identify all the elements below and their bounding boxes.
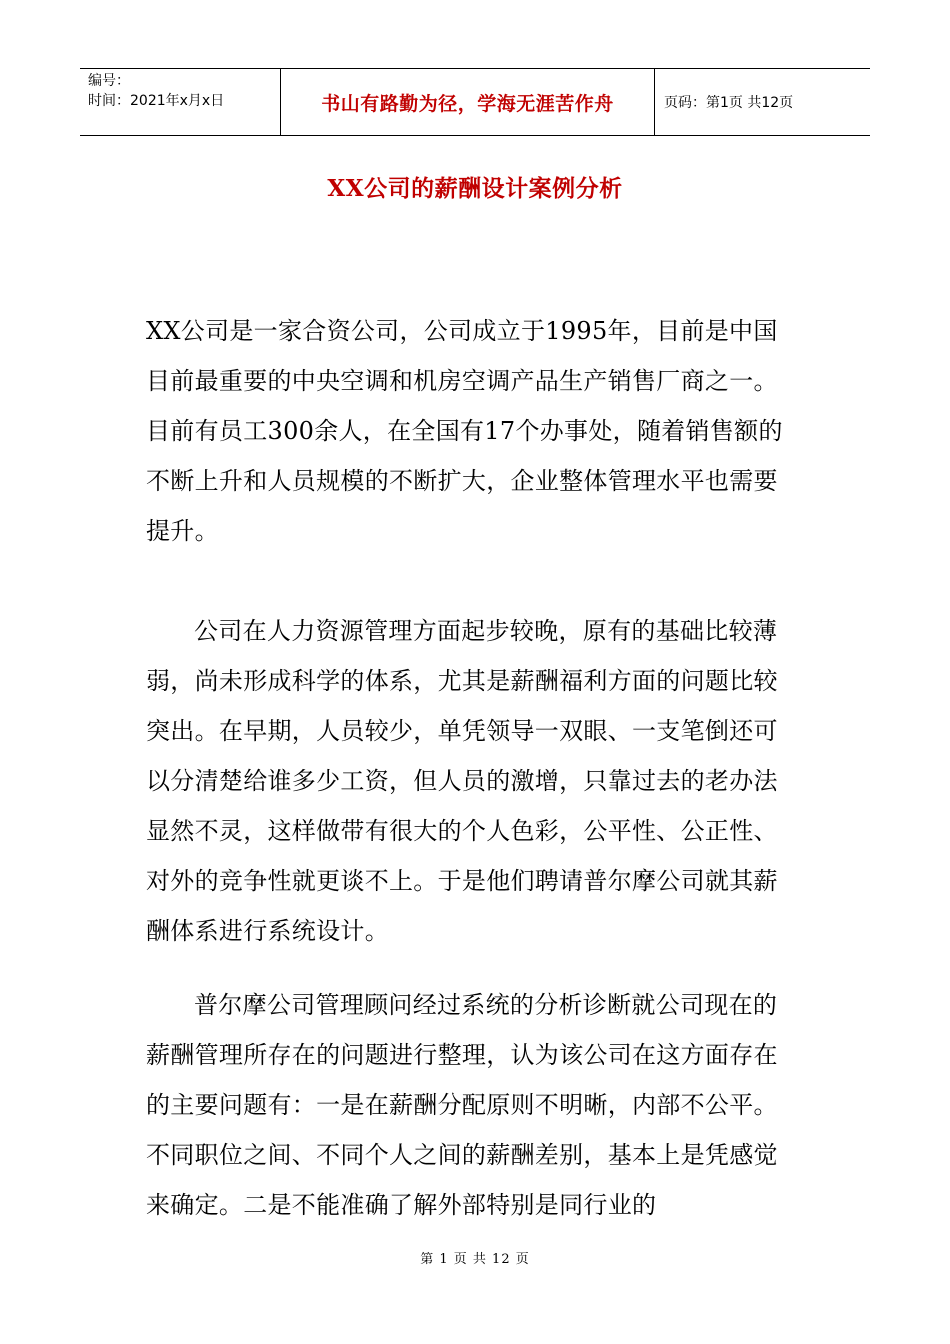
paragraph-2: 公司在人力资源管理方面起步较晚，原有的基础比较薄弱，尚未形成科学的体系，尤其是薪酬福利方面的问题比较突出。在早期，人员较少，单凭领导一双眼、一支笔倒还可以分清楚给谁多少工资，但人员的激增，只靠过去的老办法显然不灵，这样做带有很大的个人色彩，公平性、公正性、对外的竞争性就更谈不上。于是他们聘请普尔摩公司就其薪酬体系进行系统设计。 [146, 617, 778, 945]
paragraph-3: 普尔摩公司管理顾问经过系统的分析诊断就公司现在的薪酬管理所存在的问题进行整理，认为该公司在这方面存在的主要问题有：一是在薪酬分配原则不明晰，内部不公平。不同职位之间、不同个人之间的薪酬差别，基本上是凭感觉来确定。二是不能准确了解外部特别是同行业的 [146, 991, 778, 1219]
header-page-info: 页码：第1页 共12页 [664, 95, 794, 111]
header-page-cell [655, 69, 870, 135]
header-meta-cell [80, 69, 281, 135]
document-title: XX公司的薪酬设计案例分析 [327, 175, 623, 202]
paragraph-1: XX公司是一家合资公司，公司成立于1995年，目前是中国目前最重要的中央空调和机房空调产品生产销售厂商之一。目前有员工300余人，在全国有17个办事处，随着销售额的不断上升和人员规模的不断扩大，企业整体管理水平也需要提升。 [146, 317, 783, 545]
document-date-label: 时间：2021年x月x日 [88, 93, 225, 109]
header-table [80, 68, 870, 136]
header-motto-cell [281, 69, 655, 135]
document-number-label: 编号： [88, 73, 130, 89]
header-motto: 书山有路勤为径，学海无涯苦作舟 [321, 92, 614, 115]
page-footer: 第 1 页 共 12 页 [420, 1252, 530, 1267]
document-body [146, 306, 796, 1230]
